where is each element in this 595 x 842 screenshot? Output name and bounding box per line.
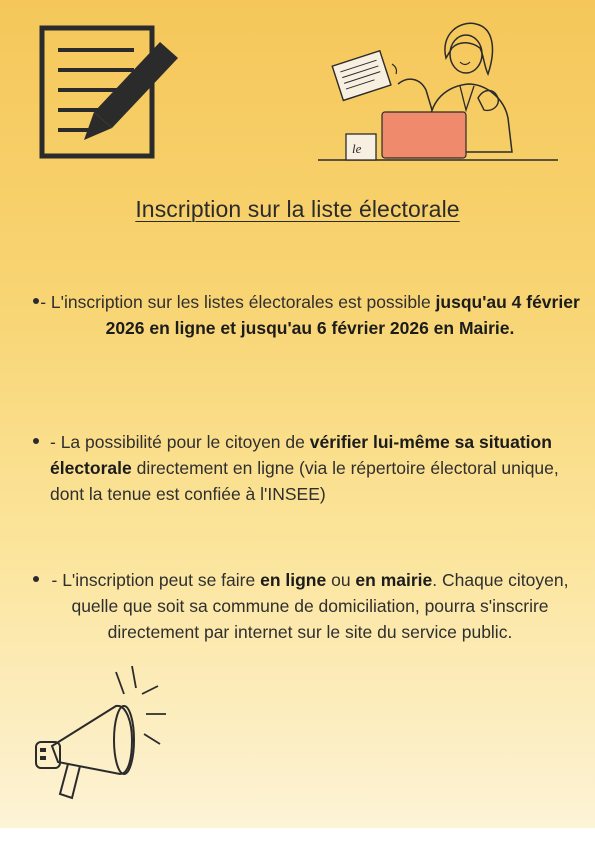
page-margin [0,828,595,842]
woman-at-laptop-illustration [300,14,560,166]
page-title: Inscription sur la liste électorale [135,196,460,222]
bullet-2-text: - La possibilité pour le citoyen de [50,432,310,452]
bullet-dot [33,298,39,304]
bullet-dot [33,438,39,444]
document-pen-icon [38,24,184,160]
bullet-dot [33,576,39,582]
bullet-item-3 [40,567,580,645]
bullet-item-2 [50,429,570,507]
bullet-2-text-end: directement en ligne (via le répertoire électoral unique, dont la tenue est confiée à l'INSEE) [50,458,559,504]
bullet-3-text: - L'inscription peut se faire [51,570,261,590]
bullet-1-bold: jusqu'au 4 février 2026 en ligne et jusqu'au 6 février 2026 en Mairie. [105,292,580,338]
megaphone-icon [28,662,198,812]
bullet-1-text: - L'inscription sur les listes électorales est possible [40,292,431,312]
bullet-3-text-end: . Chaque citoyen, quelle que soit sa commune de domiciliation, pourra s'inscrire directement par internet sur le site du service public. [71,570,569,642]
bullet-2-bold: vérifier lui-même sa situation électorale [50,432,552,478]
bullet-3-bold-mairie: en mairie [355,570,433,590]
desk-sign-lettering: le [352,141,362,156]
bullet-item-1 [40,289,580,341]
bullet-3-text-or: ou [326,570,356,590]
bullet-3-bold-online: en ligne [260,570,327,590]
